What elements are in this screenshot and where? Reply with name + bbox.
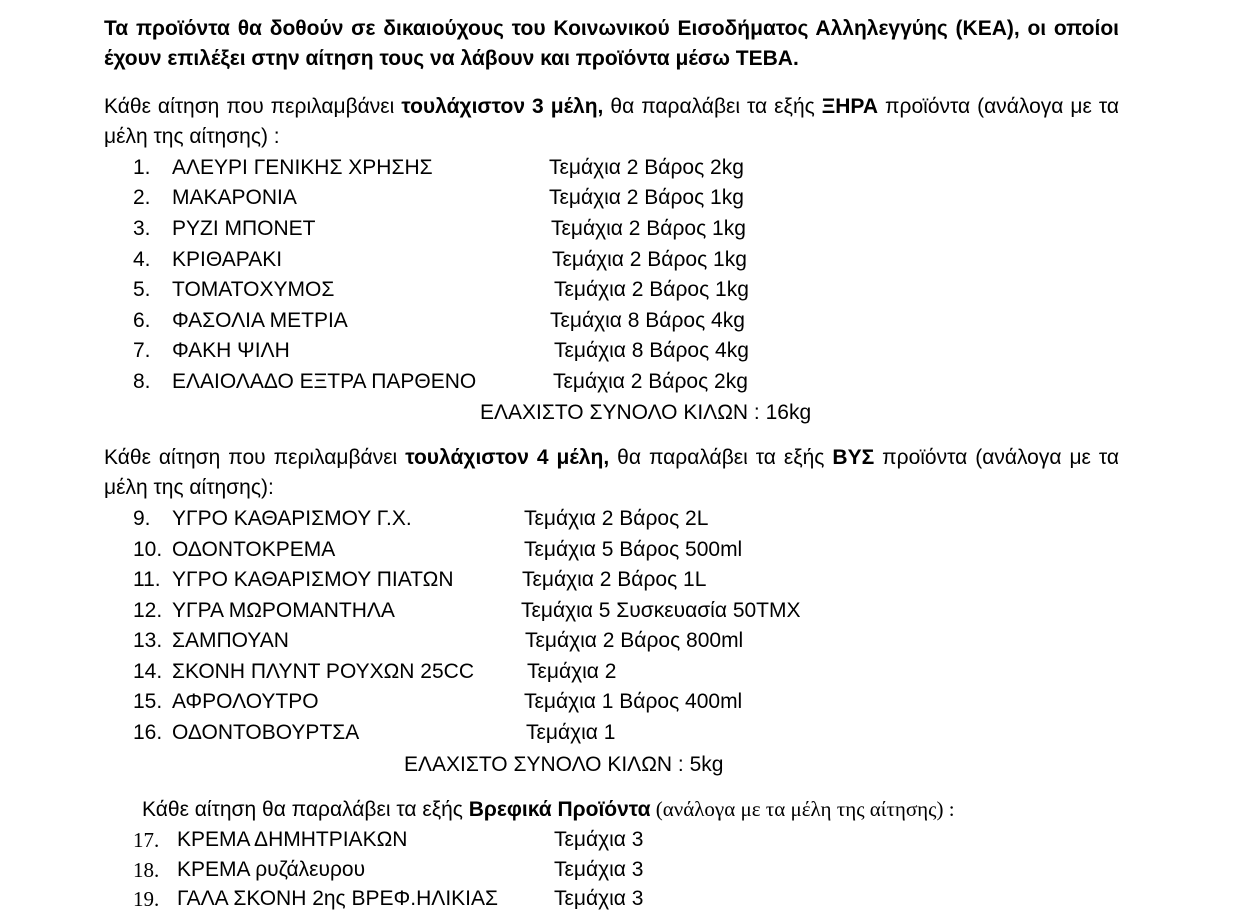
item-quantity: Τεμάχια 2 Βάρος 1kg bbox=[552, 248, 747, 271]
item-quantity: Τεμάχια 2 Βάρος 1kg bbox=[554, 278, 749, 301]
item-number: 19. bbox=[133, 887, 160, 911]
item-name: ΣΑΜΠΟΥΑΝ bbox=[172, 629, 289, 652]
item-number: 4. bbox=[133, 248, 151, 271]
item-number: 7. bbox=[133, 339, 151, 362]
item-name: ΡΥΖΙ ΜΠΟΝΕΤ bbox=[172, 217, 316, 240]
item-name: ΦΑΣΟΛΙΑ ΜΕΤΡΙΑ bbox=[172, 309, 348, 332]
item-number: 13. bbox=[133, 629, 163, 652]
item-name: ΕΛΑΙΟΛΑΔΟ ΕΞΤΡΑ ΠΑΡΘΕΝΟ bbox=[172, 370, 477, 393]
item-number: 2. bbox=[133, 186, 151, 209]
section1-lead bbox=[104, 92, 1119, 152]
item-quantity: Τεμάχια 8 Βάρος 4kg bbox=[554, 339, 749, 362]
section1-lead-members: τουλάχιστον 3 μέλη, bbox=[401, 95, 604, 118]
section2-lead bbox=[104, 443, 1119, 503]
section2-category: ΒΥΣ bbox=[832, 446, 875, 469]
item-name: ΑΛΕΥΡΙ ΓΕΝΙΚΗΣ ΧΡΗΣΗΣ bbox=[172, 156, 433, 179]
item-quantity: Τεμάχια 2 Βάρος 800ml bbox=[525, 629, 744, 652]
item-name: ΓΑΛΑ ΣΚΟΝΗ 2ης ΒΡΕΦ.ΗΛΙΚΙΑΣ bbox=[177, 887, 498, 910]
item-quantity: Τεμάχια 1 Βάρος 400ml bbox=[524, 690, 743, 713]
item-name: ΥΓΡΟ ΚΑΘΑΡΙΣΜΟΥ ΠΙΑΤΩΝ bbox=[172, 568, 454, 591]
item-name: ΣΚΟΝΗ ΠΛΥΝΤ ΡΟΥΧΩΝ 25CC bbox=[172, 660, 474, 683]
item-number: 18. bbox=[133, 858, 160, 882]
item-name: ΚΡΕΜΑ ρυζάλευρου bbox=[177, 858, 366, 881]
item-number: 17. bbox=[133, 828, 160, 852]
item-quantity: Τεμάχια 3 bbox=[554, 887, 644, 910]
section3-category: Βρεφικά Προϊόντα bbox=[468, 798, 651, 821]
item-name: ΤΟΜΑΤΟΧΥΜΟΣ bbox=[172, 278, 335, 301]
item-number: 1. bbox=[133, 156, 151, 179]
item-quantity: Τεμάχια 2 Βάρος 2kg bbox=[553, 370, 748, 393]
item-name: ΥΓΡΟ ΚΑΘΑΡΙΣΜΟΥ Γ.Χ. bbox=[172, 507, 412, 530]
item-quantity: Τεμάχια 1 bbox=[526, 721, 616, 744]
item-quantity: Τεμάχια 2 Βάρος 2kg bbox=[549, 156, 744, 179]
item-quantity: Τεμάχια 2 Βάρος 2L bbox=[524, 507, 709, 530]
section1-total: ΕΛΑΧΙΣΤΟ ΣΥΝΟΛΟ ΚΙΛΩΝ : 16kg bbox=[480, 401, 812, 424]
item-number: 11. bbox=[133, 568, 161, 591]
item-number: 6. bbox=[133, 309, 151, 332]
section1-lead-text: Κάθε αίτηση που περιλαμβάνει bbox=[104, 95, 402, 118]
section2-lead-text2: θα παραλάβει τα εξής bbox=[609, 446, 833, 469]
item-number: 8. bbox=[133, 370, 151, 393]
section2-lead-text: Κάθε αίτηση που περιλαμβάνει bbox=[104, 446, 406, 469]
item-quantity: Τεμάχια 3 bbox=[554, 828, 644, 851]
item-number: 5. bbox=[133, 278, 151, 301]
item-name: ΦΑΚΗ ΨΙΛΗ bbox=[172, 339, 290, 362]
section3-lead-text2: (ανάλογα με τα μέλη της αίτησης) : bbox=[650, 797, 955, 821]
item-quantity: Τεμάχια 2 bbox=[527, 660, 617, 683]
item-number: 15. bbox=[133, 690, 163, 713]
item-quantity: Τεμάχια 2 Βάρος 1L bbox=[522, 568, 707, 591]
item-number: 10. bbox=[133, 538, 163, 561]
item-number: 14. bbox=[133, 660, 163, 683]
item-number: 16. bbox=[133, 721, 163, 744]
intro-paragraph: Τα προϊόντα θα δοθούν σε δικαιούχους του Κοινωνικού Εισοδήματος Αλληλεγγύης (ΚΕΑ), οι οποίοι έχουν επιλέξει στην αίτηση τους να λάβουν και προϊόντα μέσω ΤΕΒΑ. bbox=[104, 17, 1119, 70]
section2-total: ΕΛΑΧΙΣΤΟ ΣΥΝΟΛΟ ΚΙΛΩΝ : 5kg bbox=[404, 753, 724, 776]
section2-lead-members: τουλάχιστον 4 μέλη, bbox=[405, 446, 610, 469]
section3-lead bbox=[142, 794, 955, 825]
item-name: ΥΓΡΑ ΜΩΡΟΜΑΝΤΗΛΑ bbox=[172, 599, 395, 622]
item-number: 9. bbox=[133, 507, 151, 530]
section1-category: ΞΗΡΑ bbox=[821, 95, 879, 118]
item-name: ΚΡΕΜΑ ΔΗΜΗΤΡΙΑΚΩΝ bbox=[177, 828, 408, 851]
section2-lead-text3: προϊόντα (ανάλογα με τα μέλη της αίτησης): bbox=[104, 446, 1120, 499]
item-quantity: Τεμάχια 3 bbox=[554, 858, 644, 881]
item-quantity: Τεμάχια 5 Βάρος 500ml bbox=[524, 538, 743, 561]
item-quantity: Τεμάχια 5 Συσκευασία 50ΤΜΧ bbox=[521, 599, 801, 622]
item-name: ΟΔΟΝΤΟΚΡΕΜΑ bbox=[172, 538, 336, 561]
item-name: ΚΡΙΘΑΡΑΚΙ bbox=[172, 248, 283, 271]
item-quantity: Τεμάχια 2 Βάρος 1kg bbox=[549, 186, 744, 209]
item-name: ΜΑΚΑΡΟΝΙΑ bbox=[172, 186, 297, 209]
item-name: ΑΦΡΟΛΟΥΤΡΟ bbox=[172, 690, 319, 713]
section1-lead-text2: θα παραλάβει τα εξής bbox=[603, 95, 822, 118]
item-quantity: Τεμάχια 8 Βάρος 4kg bbox=[550, 309, 745, 332]
item-number: 12. bbox=[133, 599, 163, 622]
section1-lead-text3: προϊόντα (ανάλογα με τα μέλη της αίτησης) : bbox=[104, 95, 1119, 148]
item-quantity: Τεμάχια 2 Βάρος 1kg bbox=[551, 217, 746, 240]
item-number: 3. bbox=[133, 217, 151, 240]
item-name: ΟΔΟΝΤΟΒΟΥΡΤΣΑ bbox=[172, 721, 360, 744]
section3-lead-text: Κάθε αίτηση θα παραλάβει τα εξής bbox=[142, 798, 469, 821]
